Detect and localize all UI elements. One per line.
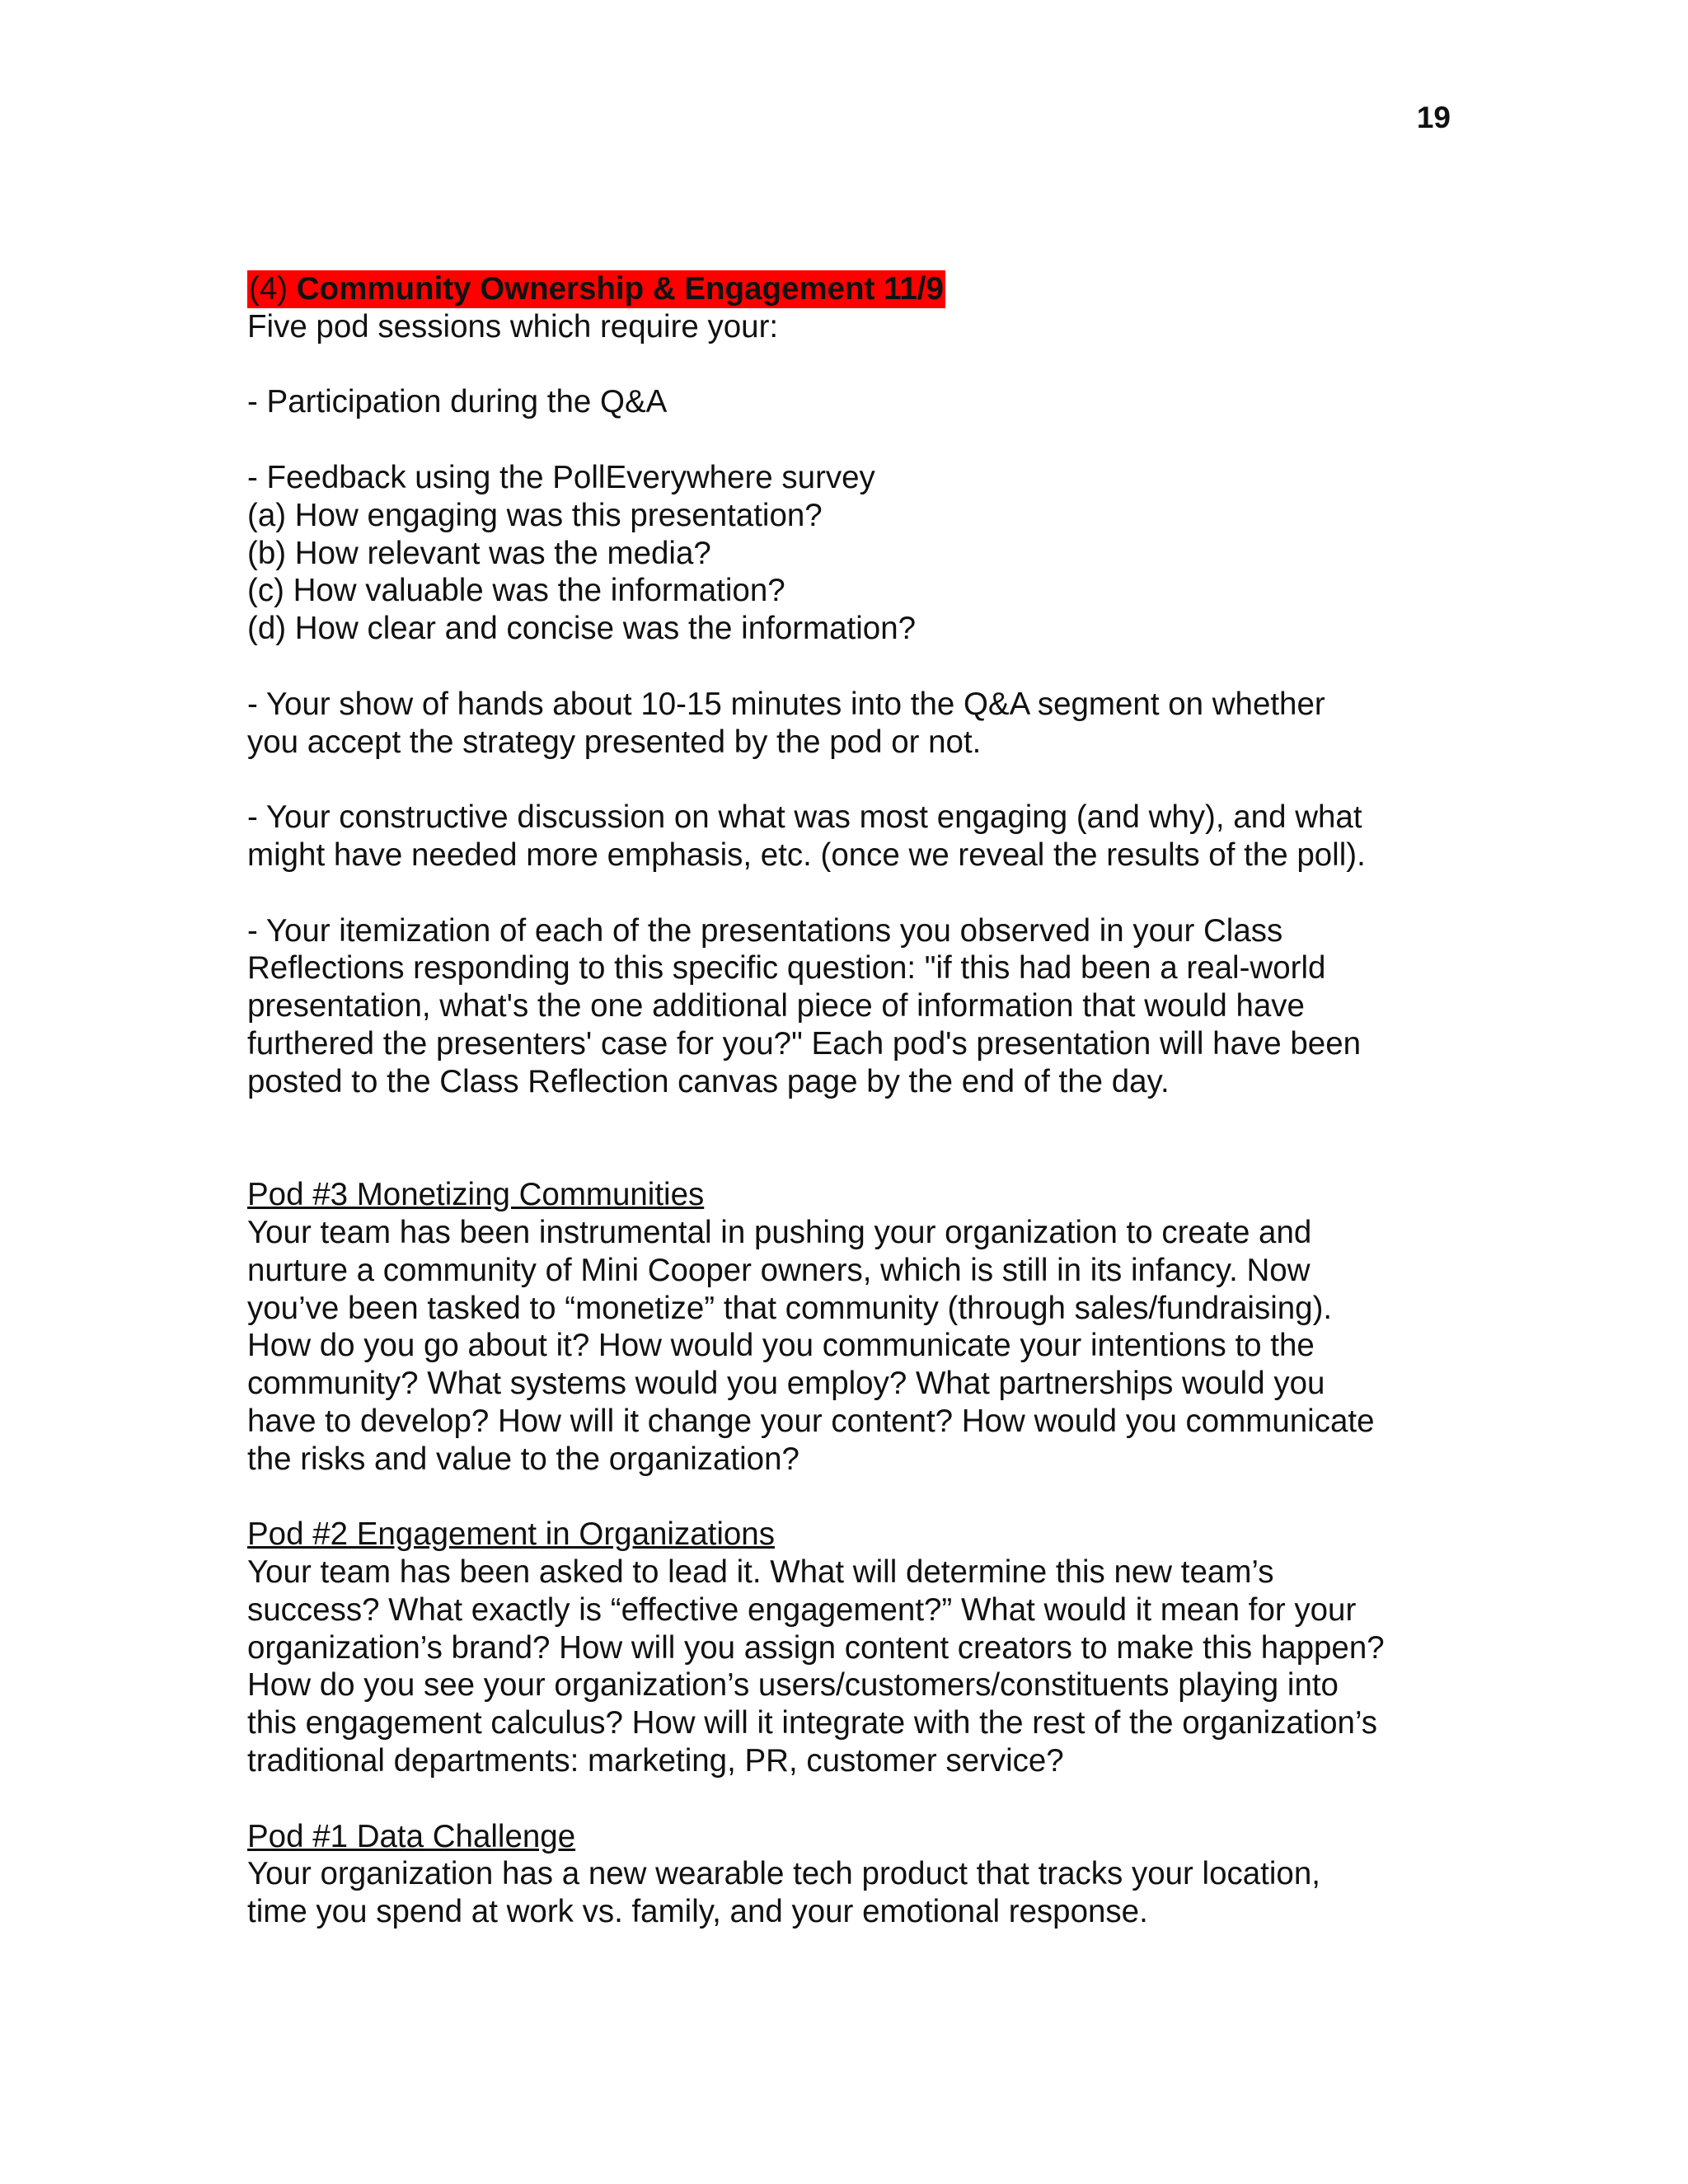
- spacer: [247, 1479, 1484, 1516]
- pod-text-line: Your team has been instrumental in pushing your organization to create and: [247, 1214, 1312, 1250]
- pod-text-line: How do you go about it? How would you communicate your intentions to the: [247, 1328, 1315, 1364]
- heading-prefix: (4): [249, 271, 297, 307]
- itemization-line: Reflections responding to this specific question: "if this had been a real-world: [247, 950, 1326, 987]
- pod-text-line: organization’s brand? How will you assign content creators to make this happen?: [247, 1629, 1385, 1666]
- pod-title: Pod #3 Monetizing Communities: [247, 1177, 705, 1213]
- spacer: [247, 421, 1484, 459]
- spacer: [247, 874, 1484, 912]
- pod-text-line: community? What systems would you employ? What partnerships would you: [247, 1366, 1325, 1402]
- pod-text-line: you’ve been tasked to “monetize” that community (through sales/fundraising).: [247, 1290, 1333, 1326]
- bullet-participation: - Participation during the Q&A: [247, 384, 668, 420]
- section-heading-line: [247, 270, 1484, 308]
- pod-title: Pod #2 Engagement in Organizations: [247, 1516, 775, 1553]
- page-content: [247, 270, 1484, 1931]
- spacer: [247, 346, 1484, 384]
- pod-text-line: traditional departments: marketing, PR, customer service?: [247, 1743, 1064, 1779]
- spacer: [247, 761, 1484, 799]
- show-of-hands-line: you accept the strategy presented by the pod or not.: [247, 724, 982, 760]
- itemization-line: presentation, what's the one additional piece of information that would have: [247, 988, 1305, 1024]
- pod-text-line: How do you see your organization’s users/customers/constituents playing into: [247, 1667, 1339, 1704]
- pod-text-line: success? What exactly is “effective engagement?” What would it mean for your: [247, 1591, 1357, 1628]
- heading-title: Community Ownership & Engagement 11/9: [296, 271, 944, 307]
- spacer: [247, 648, 1484, 686]
- show-of-hands-line: - Your show of hands about 10-15 minutes into the Q&A segment on whether: [247, 686, 1325, 722]
- spacer: [247, 1101, 1484, 1177]
- itemization-line: furthered the presenters' case for you?" Each pod's presentation will have been: [247, 1025, 1362, 1062]
- pod-text-line: nurture a community of Mini Cooper owners, which is still in its infancy. Now: [247, 1252, 1311, 1288]
- pod-text-line: Your organization has a new wearable tech product that tracks your location,: [247, 1856, 1320, 1892]
- section-heading: [247, 270, 945, 308]
- itemization-line: - Your itemization of each of the presentations you observed in your Class: [247, 912, 1283, 949]
- survey-question: (b) How relevant was the media?: [247, 535, 711, 571]
- pod-title: Pod #1 Data Challenge: [247, 1818, 576, 1854]
- pod-text-line: Your team has been asked to lead it. What will determine this new team’s: [247, 1554, 1274, 1591]
- survey-question: (a) How engaging was this presentation?: [247, 497, 823, 533]
- discussion-line: - Your constructive discussion on what was most engaging (and why), and what: [247, 799, 1362, 836]
- page-number: 19: [1416, 101, 1451, 134]
- spacer: [247, 1780, 1484, 1818]
- intro-text: Five pod sessions which require your:: [247, 308, 779, 344]
- discussion-line: might have needed more emphasis, etc. (once we reveal the results of the poll).: [247, 837, 1366, 873]
- pod-text-line: this engagement calculus? How will it integrate with the rest of the organization’s: [247, 1705, 1378, 1741]
- survey-question: (c) How valuable was the information?: [247, 573, 785, 609]
- bullet-feedback: - Feedback using the PollEverywhere survey: [247, 459, 875, 495]
- itemization-line: posted to the Class Reflection canvas page by the end of the day.: [247, 1063, 1170, 1099]
- survey-question: (d) How clear and concise was the information?: [247, 611, 917, 647]
- pod-text-line: the risks and value to the organization?: [247, 1441, 799, 1477]
- pod-text-line: time you spend at work vs. family, and your emotional response.: [247, 1894, 1148, 1930]
- pod-text-line: have to develop? How will it change your content? How would you communicate: [247, 1403, 1375, 1439]
